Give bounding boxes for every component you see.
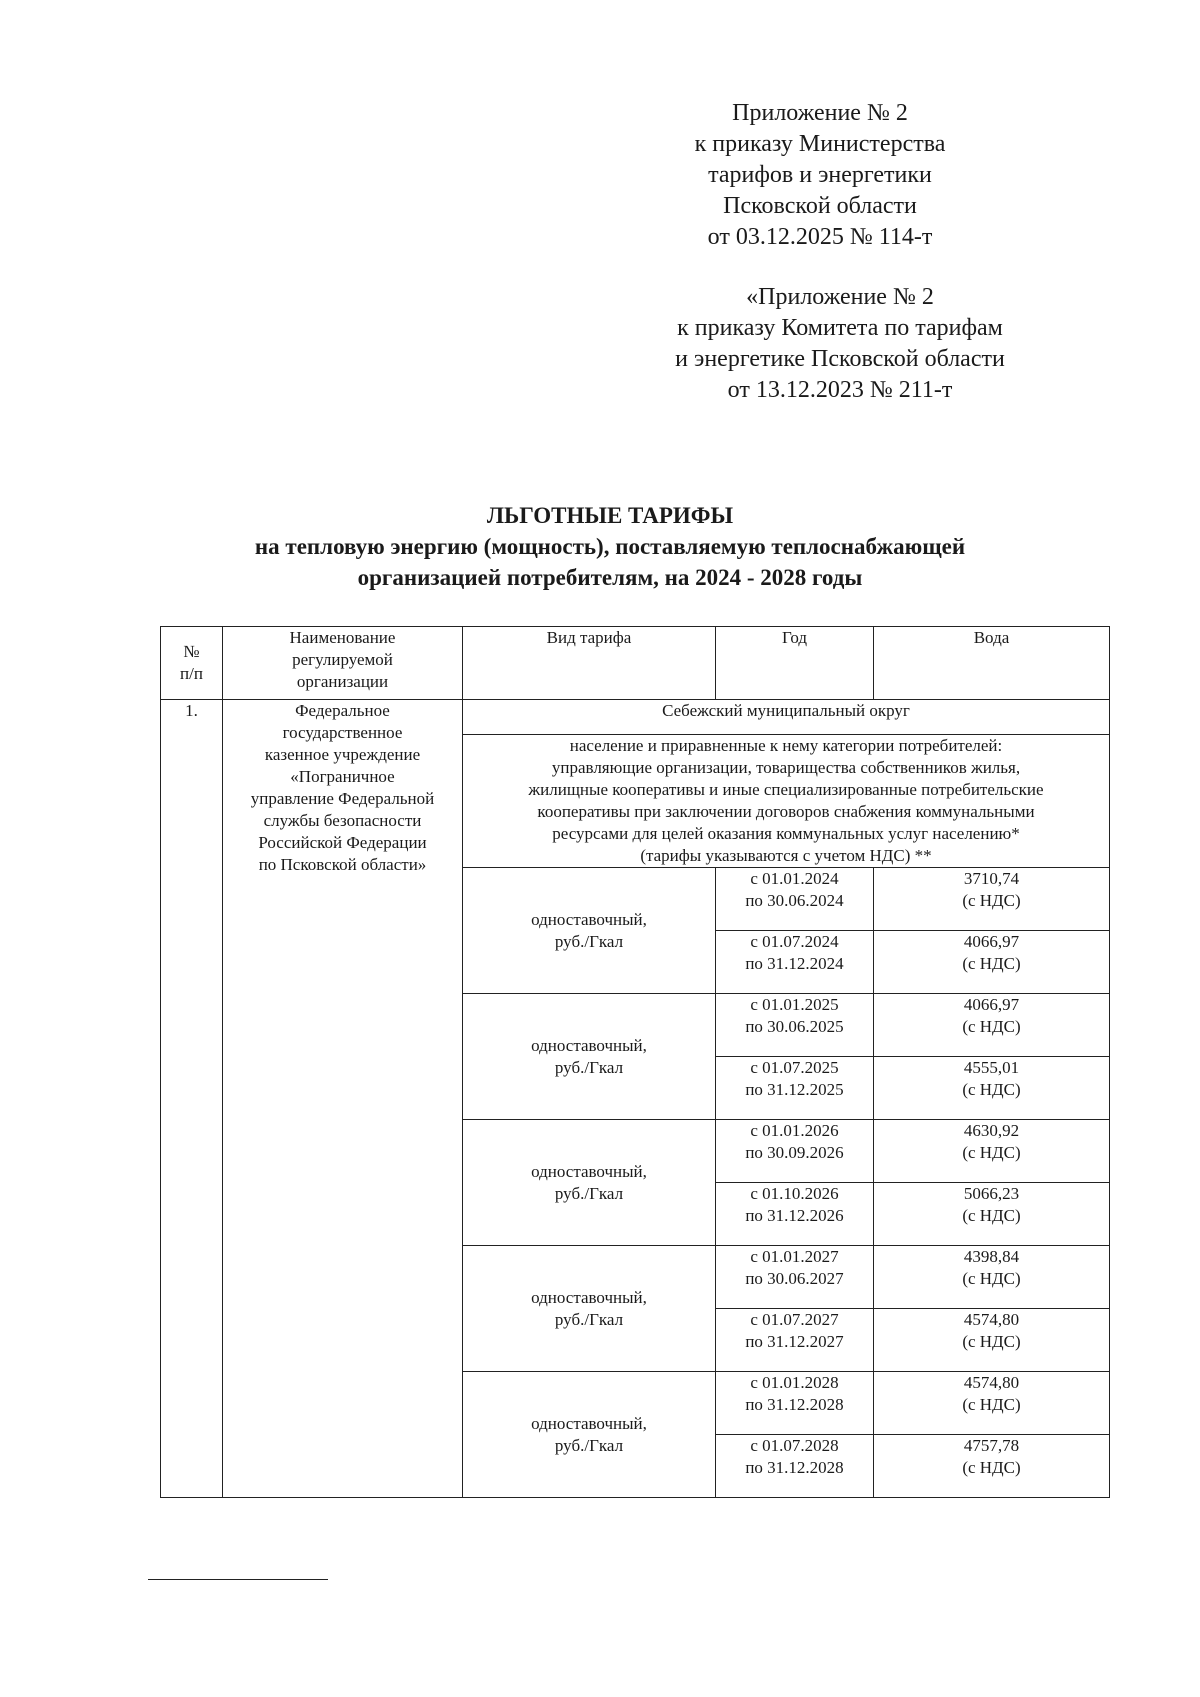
tariff-period [716,931,874,994]
tariff-type-line: одноставочный, [531,1161,647,1181]
appendix-line: «Приложение № 2 [746,284,934,310]
vat-note: (с НДС) [962,1332,1021,1351]
period-from: с 01.01.2028 [750,1373,839,1392]
period-to: по 30.09.2026 [745,1143,844,1162]
vat-note: (с НДС) [962,1143,1021,1162]
tariff-amount: 4066,97 [963,932,1020,951]
tariff-type-line: одноставочный, [531,1287,647,1307]
period-to: по 30.06.2024 [745,891,844,910]
title-line: ЛЬГОТНЫЕ ТАРИФЫ [486,503,734,528]
organization-name: Федеральное государственное казенное учреждение «Пограничное управление Федеральной службы безопасности Российской Федерации по Псковской области» [223,700,463,1498]
tariff-amount: 4574,80 [963,1373,1020,1392]
header-org: Наименование регулируемой организации [223,627,463,700]
period-to: по 31.12.2027 [745,1332,844,1351]
appendix-prior-order [620,282,1060,406]
tariff-period [716,1183,874,1246]
document-title [150,500,1070,593]
tariff-period [716,1309,874,1372]
water-tariff-value [874,868,1110,931]
appendix-line: от 03.12.2025 № 114-т [707,224,933,250]
appendix-line: Псковской области [723,193,917,219]
header-water: Вода [874,627,1110,700]
row-number: 1. [161,700,223,1498]
tariff-type-line: одноставочный, [531,1413,647,1433]
period-from: с 01.01.2024 [750,869,839,888]
appendix-line: к приказу Министерства [694,131,946,157]
tariff-type [463,1246,716,1372]
tariff-period [716,1372,874,1435]
header-year: Год [716,627,874,700]
period-to: по 31.12.2025 [745,1080,844,1099]
tariff-type [463,994,716,1120]
title-line: на тепловую энергию (мощность), поставляемую теплоснабжающей [254,534,966,559]
tariff-period [716,1435,874,1498]
tariff-period [716,1246,874,1309]
vat-note: (с НДС) [962,1080,1021,1099]
water-tariff-value [874,1435,1110,1498]
tariff-table [160,626,1110,1498]
vat-note: (с НДС) [962,1395,1021,1414]
table-header-row [161,627,1110,700]
appendix-line: и энергетике Псковской области [675,346,1005,372]
tariff-type-line: руб./Гкал [554,1183,624,1203]
appendix-line: Приложение № 2 [732,100,908,126]
tariff-type-line: одноставочный, [531,909,647,929]
tariff-period [716,868,874,931]
water-tariff-value [874,931,1110,994]
water-tariff-value [874,1246,1110,1309]
tariff-amount: 4555,01 [963,1058,1020,1077]
district-row [161,700,1110,735]
period-to: по 31.12.2028 [745,1395,844,1414]
period-to: по 31.12.2026 [745,1206,844,1225]
tariff-type-line: одноставочный, [531,1035,647,1055]
water-tariff-value [874,1372,1110,1435]
header-tariff-type: Вид тарифа [463,627,716,700]
water-tariff-value [874,1309,1110,1372]
consumer-category: население и приравненные к нему категории потребителей: управляющие организации, товарищества собственников жилья, жилищные кооперативы и иные специализированные потребительские кооперативы при заключении договоров снабжения коммунальными ресурсами для целей оказания коммунальных услуг населению* (тарифы указываются с учетом НДС) ** [463,735,1110,868]
water-tariff-value [874,1057,1110,1120]
period-from: с 01.01.2027 [750,1247,839,1266]
water-tariff-value [874,1120,1110,1183]
tariff-type-line: руб./Гкал [554,1057,624,1077]
tariff-period [716,1057,874,1120]
vat-note: (с НДС) [962,1458,1021,1477]
header-num: № п/п [161,627,223,700]
tariff-amount: 4398,84 [963,1247,1020,1266]
tariff-type-line: руб./Гкал [554,931,624,951]
tariff-amount: 4757,78 [963,1436,1020,1455]
tariff-type-line: руб./Гкал [554,1309,624,1329]
period-to: по 31.12.2024 [745,954,844,973]
period-from: с 01.07.2027 [750,1310,839,1329]
period-to: по 30.06.2025 [745,1017,844,1036]
appendix-current-order [650,98,990,253]
tariff-type [463,1372,716,1498]
tariff-amount: 4066,97 [963,995,1020,1014]
tariff-type [463,868,716,994]
tariff-amount: 3710,74 [963,869,1020,888]
vat-note: (с НДС) [962,1206,1021,1225]
water-tariff-value [874,994,1110,1057]
appendix-line: тарифов и энергетики [708,162,932,188]
tariff-type-line: руб./Гкал [554,1435,624,1455]
period-to: по 31.12.2028 [745,1458,844,1477]
period-from: с 01.10.2026 [750,1184,839,1203]
title-line: организацией потребителям, на 2024 - 2028 годы [357,565,863,590]
period-to: по 30.06.2027 [745,1269,844,1288]
vat-note: (с НДС) [962,1269,1021,1288]
vat-note: (с НДС) [962,891,1021,910]
period-from: с 01.01.2025 [750,995,839,1014]
tariff-period [716,994,874,1057]
water-tariff-value [874,1183,1110,1246]
tariff-type [463,1120,716,1246]
tariff-period [716,1120,874,1183]
footnote-separator [148,1579,328,1580]
tariff-amount: 5066,23 [963,1184,1020,1203]
appendix-line: к приказу Комитета по тарифам [677,315,1003,341]
period-from: с 01.07.2028 [750,1436,839,1455]
period-from: с 01.07.2025 [750,1058,839,1077]
vat-note: (с НДС) [962,954,1021,973]
period-from: с 01.07.2024 [750,932,839,951]
district-name: Себежский муниципальный округ [463,700,1110,735]
tariff-amount: 4630,92 [963,1121,1020,1140]
tariff-amount: 4574,80 [963,1310,1020,1329]
period-from: с 01.01.2026 [750,1121,839,1140]
vat-note: (с НДС) [962,1017,1021,1036]
appendix-line: от 13.12.2023 № 211-т [727,377,953,403]
